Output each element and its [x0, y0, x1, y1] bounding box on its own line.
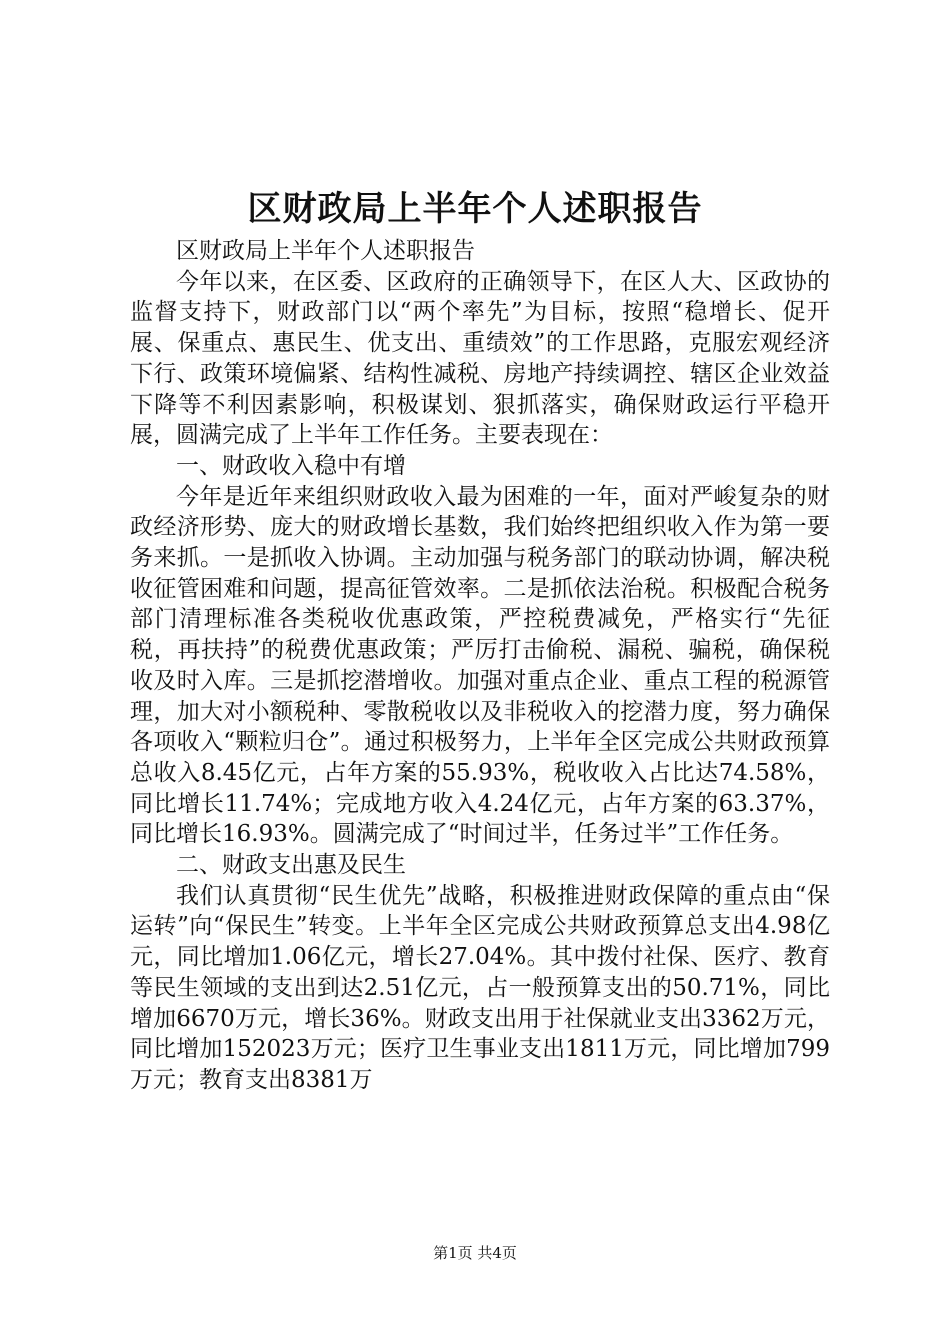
- page-number-footer: 第1页 共4页: [433, 1244, 517, 1262]
- paragraph-subtitle: 区财政局上半年个人述职报告: [176, 238, 475, 264]
- section-heading-expenditure: 二、财政支出惠及民生: [176, 852, 406, 879]
- paragraph-expenditure: 我们认真贯彻“民生优先”战略，积极推进财政保障的重点由“保运转”向“保民生”转变。上半年全区完成公共财政预算总支出4.98亿元，同比增加1.06亿元，增长27.04%。其中拨付社保、医疗、教育等民生领域的支出到达2.51亿元，占一般预算支出的50.71%，同比增加6670万元，增长36%。财政支出用于社保就业支出3362万元，同比增加152023万元；医疗卫生事业支出1811万元，同比增加799万元；教育支出8381万: [130, 882, 830, 1093]
- section-heading-revenue: 一、财政收入稳中有增: [176, 452, 406, 479]
- document-title: 区财政局上半年个人述职报告: [247, 189, 703, 229]
- paragraph-revenue: 今年是近年来组织财政收入最为困难的一年，面对严峻复杂的财政经济形势、庞大的财政增长基数，我们始终把组织收入作为第一要务来抓。一是抓收入协调。主动加强与税务部门的联动协调，解决税收征管困难和问题，提高征管效率。二是抓依法治税。积极配合税务部门清理标准各类税收优惠政策，严控税费减免，严格实行“先征税，再扶持”的税费优惠政策；严厉打击偷税、漏税、骗税，确保税收及时入库。三是抓挖潜增收。加强对重点企业、重点工程的税源管理，加大对小额税种、零散税收以及非税收入的挖潜力度，努力确保各项收入“颗粒归仓”。通过积极努力，上半年全区完成公共财政预算总收入8.45亿元，占年方案的55.93%，税收收入占比达74.58%，同比增长11.74%；完成地方收入4.24亿元，占年方案的63.37%，同比增长16.93%。圆满完成了“时间过半，任务过半”工作任务。: [130, 483, 830, 848]
- paragraph-intro: 今年以来，在区委、区政府的正确领导下，在区人大、区政协的监督支持下，财政部门以“两个率先”为目标，按照“稳增长、促开展、保重点、惠民生、优支出、重绩效”的工作思路，克服宏观经济下行、政策环境偏紧、结构性减税、房地产持续调控、辖区企业效益下降等不利因素影响，积极谋划、狠抓落实，确保财政运行平稳开展，圆满完成了上半年工作任务。主要表现在：: [130, 268, 830, 449]
- document-body: [130, 236, 830, 1096]
